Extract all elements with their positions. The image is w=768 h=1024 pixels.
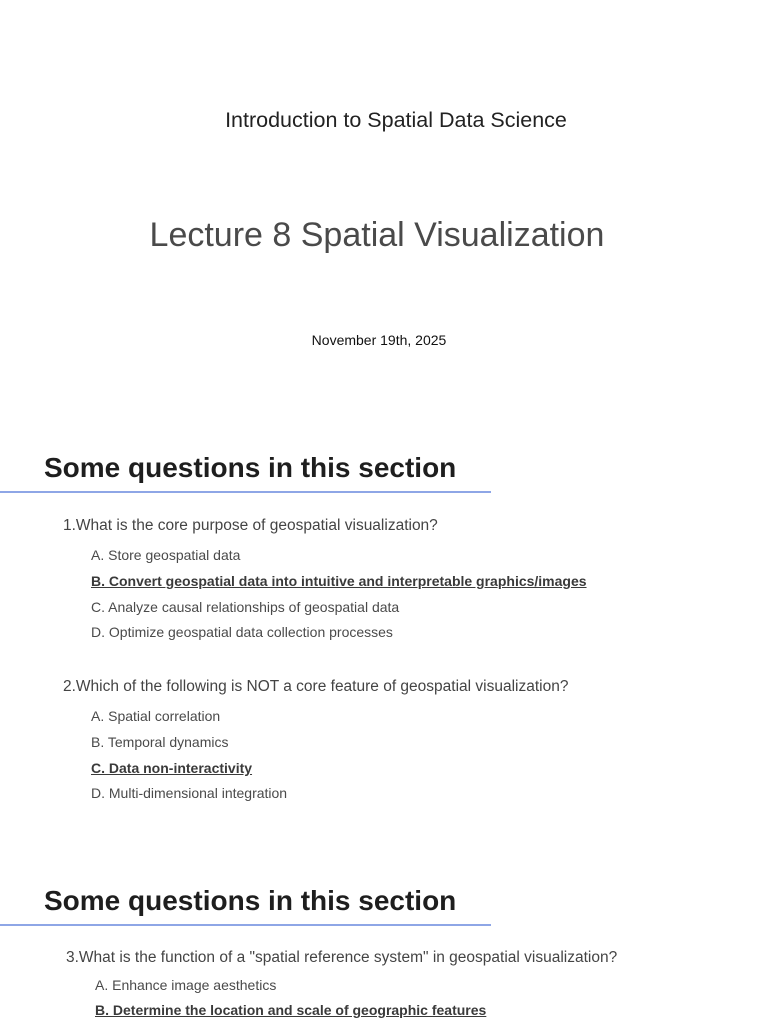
question-2: 2.Which of the following is NOT a core feature of geospatial visualization? — [63, 678, 569, 695]
q2-option-d: D. Multi-dimensional integration — [91, 785, 288, 801]
section-heading: Some questions in this section — [44, 452, 457, 483]
heading-underline — [0, 491, 491, 493]
q2-option-a: A. Spatial correlation — [91, 708, 221, 724]
q1-option-b: B. Convert geospatial data into intuitive and interpretable graphics/images — [91, 573, 587, 589]
lecture-title: Lecture 8 Spatial Visualization — [149, 216, 605, 254]
lecture-date: November 19th, 2025 — [311, 332, 447, 348]
q3-option-a: A. Enhance image aesthetics — [95, 977, 277, 993]
question-3: 3.What is the function of a "spatial reference system" in geospatial visualization? — [66, 949, 618, 966]
course-title: Introduction to Spatial Data Science — [225, 108, 567, 132]
q1-option-c: C. Analyze causal relationships of geospatial data — [91, 599, 400, 615]
q2-option-b: B. Temporal dynamics — [91, 734, 229, 750]
heading-underline — [0, 924, 491, 926]
q3-option-b: B. Determine the location and scale of geographic features — [95, 1002, 487, 1018]
q1-option-d: D. Optimize geospatial data collection processes — [91, 624, 393, 640]
question-1: 1.What is the core purpose of geospatial visualization? — [63, 517, 438, 534]
q1-option-a: A. Store geospatial data — [91, 547, 241, 563]
section-heading: Some questions in this section — [44, 885, 457, 916]
q2-option-c: C. Data non-interactivity — [91, 760, 253, 776]
